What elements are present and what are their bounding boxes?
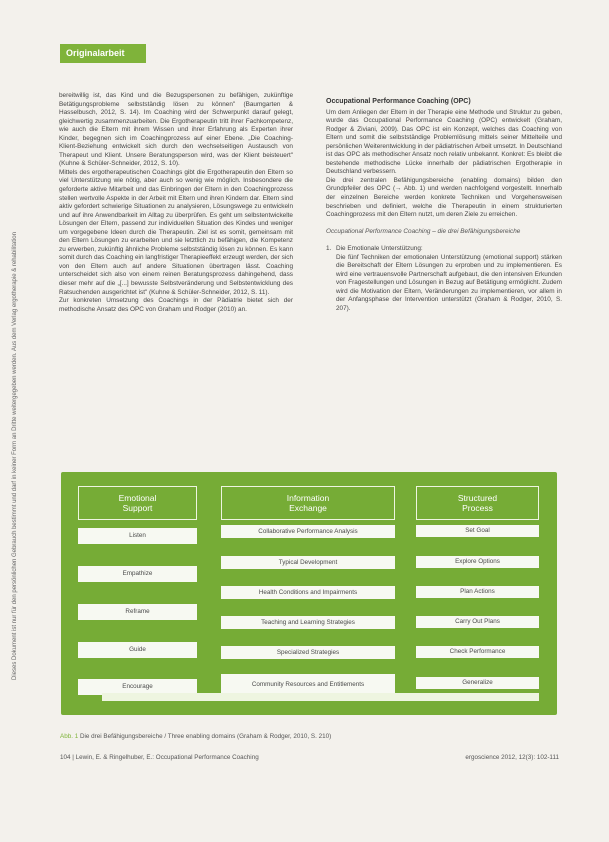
enabling-domains-figure — [61, 472, 557, 715]
figure-item: Collaborative Performance Analysis — [221, 525, 395, 538]
right-paragraph-1: Um dem Anliegen der Eltern in der Therapie eine Methode und Struktur zu geben, wurde das Occupational Performance Coaching (OPC) entwickelt (Graham, Rodger & Ziviani, 2009). Das OPC ist ein Konzept, welches das Coaching von Eltern und somit die selbstständige Problemlösung mittels seiner Mittelteile und persönlichen Weiterentwicklung in der pädiatrischen Arbeit umsetzt. In Deutschland ist das OPC als methodischer Ansatz noch relativ unbekannt. Konkret: Es bleibt die bestehende methodische Lücke innerhalb der pädiatrischen Ergotherapie in Deutschland verbessern. — [326, 108, 562, 176]
footer-right: ergoscience 2012, 12(3): 102-111 — [465, 754, 559, 761]
figure-item: Health Conditions and Impairments — [221, 586, 395, 599]
figure-item: Check Performance — [416, 646, 539, 658]
list-title: Die Emotionale Unterstützung: — [336, 245, 423, 253]
figure-baseline — [102, 693, 539, 701]
figure-item: Generalize — [416, 677, 539, 689]
figure-column-information-exchange — [221, 486, 395, 695]
figure-column-title: Emotional Support — [78, 486, 197, 520]
left-paragraph-1: bereitwillig ist, das Kind und die Bezugspersonen zu befähigen, zukünftige Betätigungsprobleme selbstständig lösen zu können" (Baumgarten & Hasselbusch, 2012, S. 14). Im Coaching wird der Schwerpunkt darauf gelegt, gleichwertig zusammenzuarbeiten. Die Ergotherapeutin tritt ihrer Fachkompetenz, wie auch die Eltern mit ihrem Wissen und ihrer Erfahrung als Experten ihrer Kinder, begegnen sich im Coachingprozess auf einer Ebene. „Die Coaching-Klient-Beziehung entwickelt sich durch den wechselseitigen Austausch von Therapeut und Klient. Unsere Beratungsperson wird, was der Klient beisteuert" (Kuhne & Schüler-Schneider, 2012, S. 10). — [59, 92, 293, 168]
list-text: Die fünf Techniken der emotionalen Unterstützung (emotional support) stärken die Bereitschaft der Eltern Lösungen zu erproben und zu implementieren. Es wird eine vertrauensvolle Partnerschaft aufgebaut, die den intensiven Erkunden von Fragestellungen und Lösungen in Bezug auf Betätigung ermöglicht. Zudem wird die Motivation der Eltern, Veränderungen zu implementieren, vor allem in der Anfangsphase der Intervention unterstützt (Graham & Rodger, 2010, S. 207). — [336, 253, 562, 313]
right-subheading: Occupational Performance Coaching – die drei Befähigungsbereiche — [326, 227, 521, 235]
section-tag: Originalarbeit — [60, 44, 146, 63]
figure-item: Explore Options — [416, 556, 539, 568]
left-paragraph-3: Zur konkreten Umsetzung des Coachings in der Pädiatrie bietet sich der methodische Ansatz des OPC von Graham und Rodger (2010) an. — [59, 297, 293, 313]
figure-column-items — [78, 525, 197, 695]
side-note — [0, 60, 24, 680]
right-paragraph-2: Die drei zentralen Befähigungsbereiche (enabling domains) bilden den Grundpfeiler des OPC (→ Abb. 1) und werden nachfolgend vorgestellt. Innerhalb der einzelnen Bereiche werden konkrete Techniken und Vorgehensweisen beschrieben und definiert, welche die Therapeutin in einem strukturierten Coachingprozess mit den Eltern nutzt, um deren Ziele zu erreichen. — [326, 176, 562, 219]
right-column — [326, 98, 562, 314]
left-column — [59, 92, 293, 314]
figure-column-title: Structured Process — [416, 486, 539, 520]
figure-column-items — [221, 525, 395, 695]
figure-item: Community Resources and Entitlements — [221, 674, 395, 696]
figure-item: Listen — [78, 528, 197, 544]
list-number: 1. — [326, 245, 332, 253]
figure-caption — [60, 733, 331, 740]
figure-item: Reframe — [78, 604, 197, 620]
figure-item: Specialized Strategies — [221, 646, 395, 659]
figure-item: Typical Development — [221, 556, 395, 569]
figure-column-structured-process — [416, 486, 539, 695]
figure-item: Carry Out Plans — [416, 616, 539, 628]
side-note-text: Dieses Dokument ist nur für den persönlichen Gebrauch bestimmt und darf in keiner Form an Dritte weitergegeben werden. Aus dem Verlag ergotherapie & rehabilitation — [12, 232, 18, 680]
right-heading: Occupational Performance Coaching (OPC) — [326, 98, 471, 105]
figure-item: Plan Actions — [416, 586, 539, 598]
footer-left: 104 | Lewin, E. & Ringelhuber, E.: Occupational Performance Coaching — [60, 754, 259, 761]
figure-column-title: Information Exchange — [221, 486, 395, 520]
figure-item: Teaching and Learning Strategies — [221, 616, 395, 629]
caption-text: Die drei Befähigungsbereiche / Three enabling domains (Graham & Rodger, 2010, S. 210) — [79, 733, 332, 740]
figure-column-items — [416, 525, 539, 695]
left-paragraph-2: Mittels des ergotherapeutischen Coachings gibt die Ergotherapeutin den Eltern so viel Unterstützung wie nötig, aber auch so wenig wie möglich. Insbesondere die geforderte aktive Mitarbeit und das Einbringen der Eltern in den Coachingprozess stellen wertvolle Aspekte in der Arbeit mit Eltern und ihren Kindern dar. Eltern sind aktiv gefordert schwierige Situationen zu analysieren, Lösungswege zu entwickeln und auf ihre Anwendbarkeit im Alltag zu überprüfen. Es geht um selbstentwickelte Lösungen der Eltern, passend zur individuellen Situation des Kindes und weniger um vorgegebene Ideen durch die Therapeutin. Ziel ist es somit, gemeinsam mit den Eltern Lösungen zu erarbeiten und sie letztlich zu befähigen, die Kompetenz zu erwerben, zukünftig ähnliche Probleme selbstständig lösen zu können. Es kann somit durch das Coaching ein langfristiger Therapieeffekt erzeugt werden, der sich von den Eltern auch auf andere Situationen übertragen lässt. Coaching unterscheidet sich also von einem reinen Beratungsprozess dahingehend, dass dieser mehr auf die „[...] bewusste Selbstveränderung und Selbstentwicklung des Ratsuchenden ausgerichtet ist" (Kuhne & Schüler-Schneider, 2012, S. 11). — [59, 168, 293, 296]
figure-item: Set Goal — [416, 525, 539, 537]
figure-item: Encourage — [78, 679, 197, 695]
list-item — [326, 245, 562, 313]
figure-item: Guide — [78, 642, 197, 658]
figure-item: Empathize — [78, 566, 197, 582]
figure-column-emotional-support — [78, 486, 197, 695]
caption-tag: Abb. 1 — [60, 733, 79, 740]
